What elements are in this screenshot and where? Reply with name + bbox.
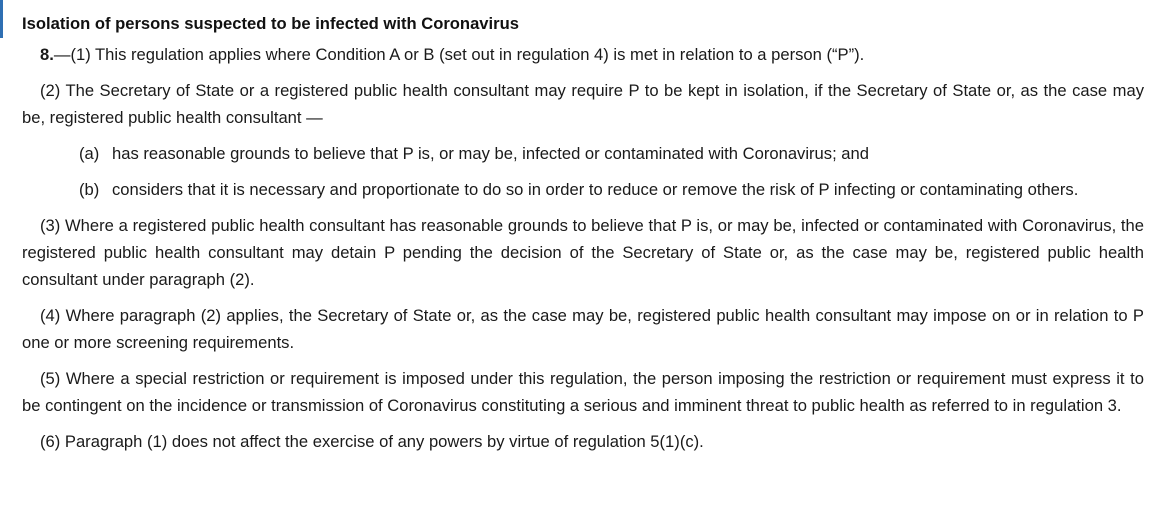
regulation-heading: Isolation of persons suspected to be infected with Coronavirus: [22, 14, 519, 33]
paragraph-5: (5) Where a special restriction or requirement is imposed under this regulation, the person imposing the restriction or requirement must express it to be contingent on the incidence or transmission of Coronavirus constituting a serious and imminent threat to public health as referred to in regulation 3.: [22, 369, 1144, 415]
sub-item-text: has reasonable grounds to believe that P is, or may be, infected or contaminated with Coronavirus; and: [112, 144, 869, 163]
paragraph-4: (4) Where paragraph (2) applies, the Secretary of State or, as the case may be, registered public health consultant may impose on or in relation to P one or more screening requirements.: [22, 306, 1144, 352]
sub-item-b: [22, 176, 1144, 203]
sub-item-text: considers that it is necessary and proportionate to do so in order to reduce or remove the risk of P infecting or contaminating others.: [112, 180, 1079, 199]
paragraph-2: (2) The Secretary of State or a registered public health consultant may require P to be kept in isolation, if the Secretary of State or, as the case may be, registered public health consultant —: [22, 81, 1144, 127]
paragraph-2-sub-list: [22, 140, 1144, 203]
left-edge-marker: [0, 0, 3, 38]
paragraph-1: [22, 41, 1144, 68]
sub-item-a: [22, 140, 1144, 167]
sub-item-label: (a): [79, 144, 100, 163]
paragraph-1-text: —(1) This regulation applies where Condition A or B (set out in regulation 4) is met in relation to a person (“P”).: [53, 45, 865, 64]
regulation-number: 8.: [40, 45, 54, 64]
paragraph-6: (6) Paragraph (1) does not affect the exercise of any powers by virtue of regulation 5(1)(c).: [40, 432, 704, 451]
sub-item-label: (b): [79, 180, 100, 199]
regulation-document: [22, 10, 1144, 464]
paragraph-3: (3) Where a registered public health consultant has reasonable grounds to believe that P is, or may be, infected or contaminated with Coronavirus, the registered public health consultant may detain P pending the decision of the Secretary of State or, as the case may be, registered public health consultant under paragraph (2).: [22, 216, 1144, 289]
